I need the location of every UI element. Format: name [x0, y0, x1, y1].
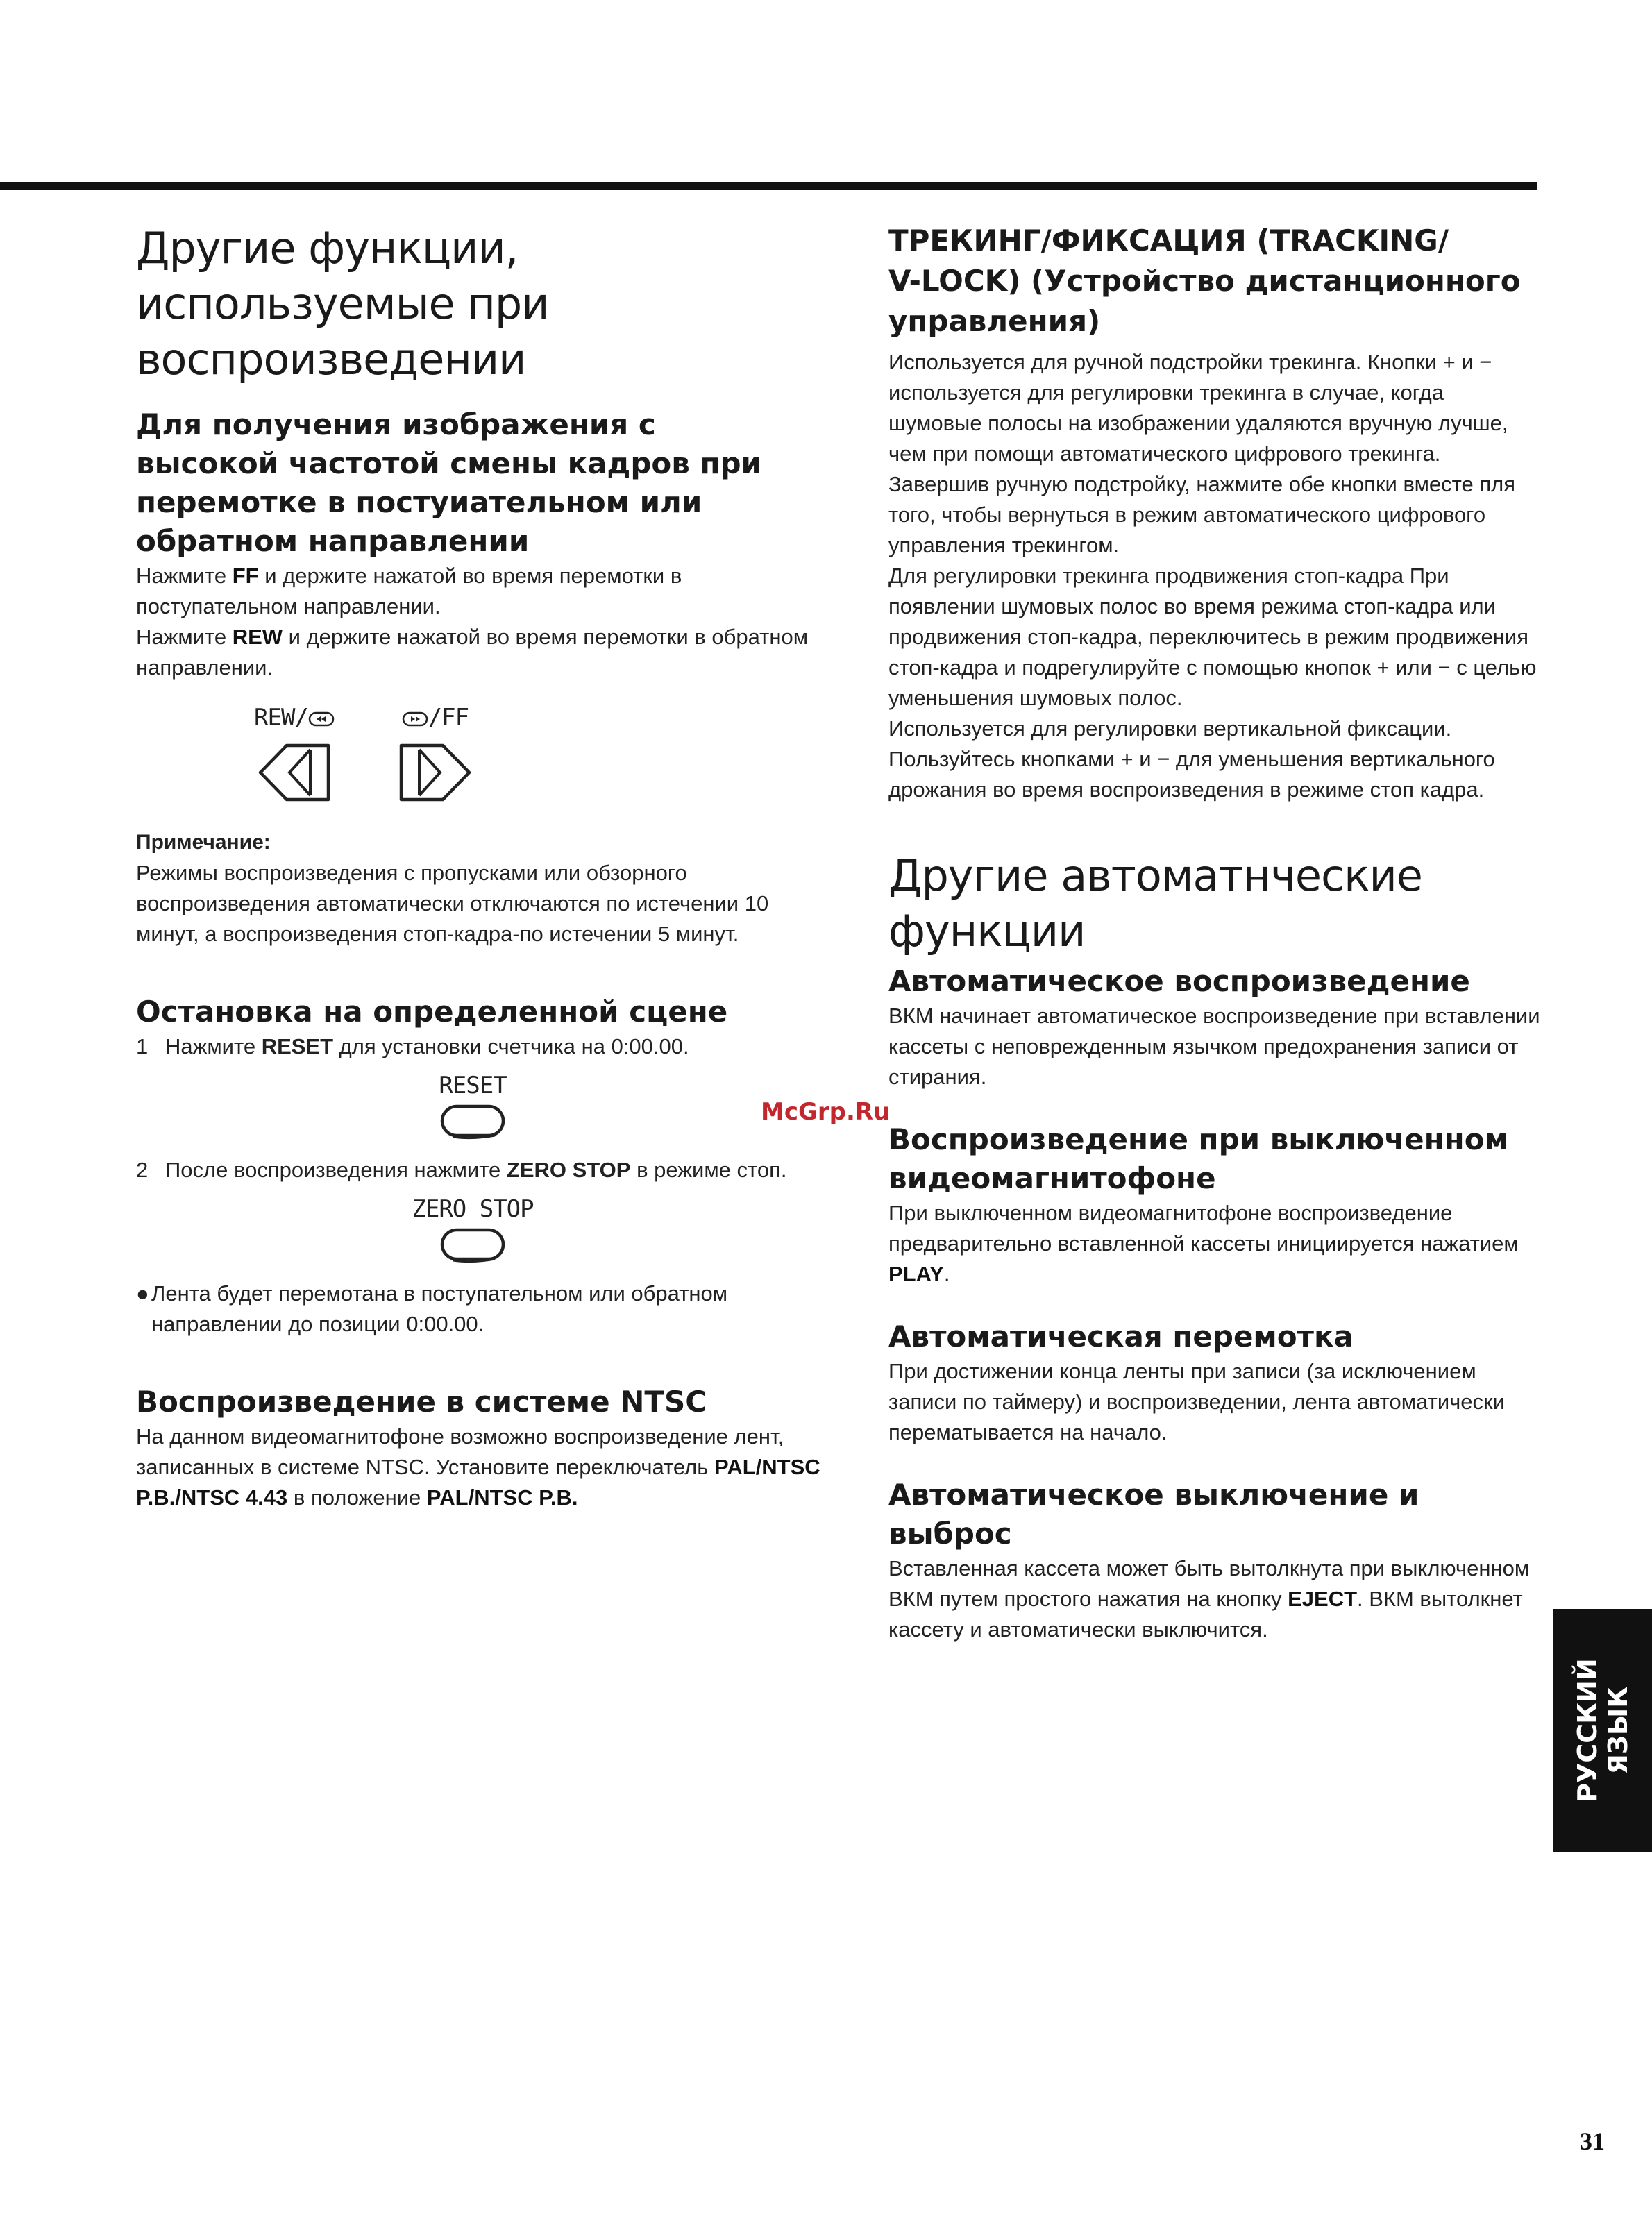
tracking-paragraph-1: Используется для ручной подстройки трекинга. Кнопки + и − используется для регулировки трекинга в случае, когда шумовые полосы на изображении удаляются вручную лучше, чем при помощи автоматического цифрового трекинга. Завершив ручную подстройку, нажмите обе кнопки вместе пля того, чтобы вернуться в режим автоматического цифрового управления трекингом. [888, 350, 1515, 557]
zero-stop-button-icon [439, 1227, 506, 1263]
watermark: McGrp.Ru [761, 1098, 891, 1126]
ff-key-label: FF [232, 564, 259, 588]
title-line: выброс [888, 1517, 1012, 1551]
text: в режиме стоп. [630, 1158, 787, 1182]
bullet-dot: ● [136, 1281, 149, 1306]
title-line: Воспроизведение при выключенном [888, 1122, 1508, 1156]
section-title-tracking [888, 221, 1541, 341]
reset-button-figure [115, 1072, 830, 1140]
section-title-power-off-play [888, 1120, 1541, 1198]
title-line: высокой частотой смены кадров при [136, 446, 761, 480]
paragraph-rew [136, 622, 830, 683]
bullet-note [136, 1278, 830, 1340]
title-line: Для получения изображения с [136, 407, 656, 441]
fast-forward-button-icon [397, 741, 473, 804]
language-tab-line: РУССКИЙ [1572, 1658, 1603, 1803]
rew-button-figure [254, 704, 335, 804]
reset-caption: RESET [439, 1072, 507, 1099]
step-2 [136, 1155, 830, 1185]
step-1 [136, 1031, 830, 1062]
text: Вставленная кассета может быть вытолкнута при выключенном ВКМ путем простого нажатия на кнопку [888, 1556, 1530, 1611]
section-title-auto-play: Автоматическое воспроизведение [888, 964, 1470, 998]
rew-ff-buttons-figure [254, 704, 830, 804]
main-title-left [136, 221, 830, 387]
switch-label: PAL/NTSC P.B./NTSC 4.43 [136, 1455, 820, 1510]
auto-play-text: ВКМ начинает автоматическое воспроизведение при вставлении кассеты с неповрежденным язычком предохранения записи от стирания. [888, 1004, 1540, 1089]
step-number: 1 [136, 1034, 149, 1058]
zero-stop-button-figure [115, 1195, 830, 1263]
auto-rewind-text: При достижении конца ленты при записи (за исключением записи по таймеру) и воспроизведении, лента автоматически перематывается на начало. [888, 1359, 1505, 1444]
top-rule [0, 182, 1537, 190]
text: . ВКМ вытолкнет кассету и автоматически выключится. [888, 1587, 1523, 1642]
language-tab [1553, 1609, 1652, 1852]
text: На данном видеомагнитофоне возможно воспроизведение лент, записанных в системе NTSC. Установите переключатель [136, 1424, 784, 1479]
title-line: Автоматическое выключение и [888, 1478, 1419, 1512]
zero-stop-key-label: ZERO STOP [506, 1158, 631, 1182]
step-text [165, 1031, 689, 1062]
language-tab-label [1572, 1658, 1633, 1803]
ntsc-paragraph [136, 1421, 830, 1513]
main-title-line: Другие функции, [136, 223, 519, 273]
step-text [165, 1155, 787, 1185]
rewind-button-icon [256, 741, 332, 804]
text: Нажмите [136, 625, 233, 649]
rew-key-label: REW [232, 625, 283, 649]
text: Нажмите [165, 1034, 262, 1058]
section-title-ntsc: Воспроизведение в системе NTSC [136, 1385, 707, 1419]
title-line: V-LOCK) (Устройство дистанционного [888, 264, 1521, 298]
reset-key-label: RESET [261, 1034, 334, 1058]
text: и держите нажатой во время перемотки в обратном направлении. [136, 625, 809, 680]
section-title-auto-off [888, 1476, 1541, 1553]
ff-caption-text: /FF [428, 704, 469, 732]
ff-caption [402, 704, 469, 732]
main-title-line: используемые при [136, 278, 549, 329]
power-off-play-text [888, 1198, 1541, 1290]
title-line: ТРЕКИНГ/ФИКСАЦИЯ (TRACKING/ [888, 223, 1449, 258]
step-number: 2 [136, 1158, 149, 1182]
paragraph-ff [136, 561, 830, 622]
language-tab-line: ЯЗЫК [1603, 1686, 1633, 1775]
tracking-paragraph-3: Используется для регулировки вертикальной фиксации. Пользуйтесь кнопками + и − для уменьшения вертикального дрожания во время воспроизведения в режиме стоп кадра. [888, 716, 1495, 802]
fast-forward-small-icon [402, 711, 428, 727]
title-line: управления) [888, 304, 1101, 338]
text: и держите нажатой во время перемотки в поступательном направлении. [136, 564, 682, 618]
bullet-text: Лента будет перемотана в поступательном или обратном направлении до позиции 0:00.00. [151, 1281, 728, 1336]
eject-key-label: EJECT [1288, 1587, 1358, 1611]
title-line: обратном направлении [136, 524, 530, 558]
text: . [943, 1262, 950, 1286]
right-column [888, 221, 1541, 1645]
rew-caption-text: REW/ [254, 704, 308, 732]
reset-button-icon [439, 1104, 506, 1140]
rewind-small-icon [308, 711, 335, 727]
title-line: перемотке в постуиательном или [136, 485, 702, 519]
text: После воспроизведения нажмите [165, 1158, 507, 1182]
text: для установки счетчика на 0:00.00. [333, 1034, 689, 1058]
auto-off-text [888, 1553, 1541, 1645]
rew-caption [254, 704, 335, 732]
main-title-right [888, 848, 1541, 959]
section-title-auto-rewind: Автоматическая перемотка [888, 1319, 1354, 1353]
main-title-line: Другие автоматнческие [888, 850, 1422, 901]
play-key-label: PLAY [888, 1262, 944, 1286]
text: Нажмите [136, 564, 233, 588]
switch-position-label: PAL/NTSC P.B. [426, 1485, 578, 1510]
note-text: Режимы воспроизведения с пропусками или обзорного воспроизведения автоматически отключаются по истечении 10 минут, а воспроизведения стоп-кадра-по истечении 5 минут. [136, 861, 769, 946]
title-line: видеомагнитофоне [888, 1161, 1216, 1195]
tracking-paragraph-2: Для регулировки трекинга продвижения стоп-кадра При появлении шумовых полос во время режима стоп-кадра или продвижения стоп-кадра, переключитесь в режим продвижения стоп-кадра и подрегулируйте с помощью кнопок + или − с целью уменьшения шумовых полос. [888, 564, 1537, 710]
zero-stop-caption: ZERO STOP [412, 1195, 534, 1223]
section-title-high-speed-search [136, 405, 830, 561]
left-column [136, 221, 830, 1513]
ff-button-figure [397, 704, 473, 804]
section-title-stop-at-scene: Остановка на определенной сцене [136, 995, 728, 1029]
main-title-line: воспроизведении [136, 334, 526, 385]
text: При выключенном видеомагнитофоне воспроизведение предварительно вставленной кассеты инициируется нажатием [888, 1201, 1519, 1256]
page-number: 31 [1580, 2127, 1605, 2155]
text: в положение [287, 1485, 427, 1510]
note-label: Примечание: [136, 831, 271, 854]
main-title-line: функции [888, 906, 1086, 956]
